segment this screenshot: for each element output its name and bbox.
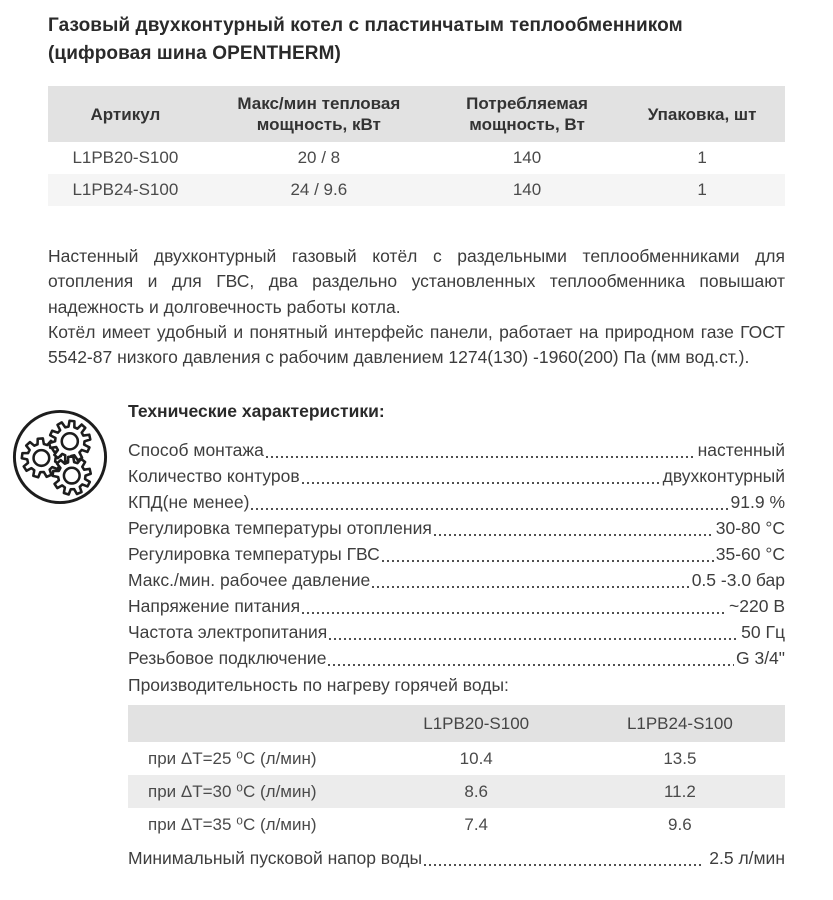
- column-header-package: Упаковка, шт: [647, 104, 757, 124]
- column-header-model-1: L1PB20-S100: [423, 714, 530, 734]
- flow-value-cell: 11.2: [663, 782, 696, 802]
- specs-heading: Технические характеристики:: [128, 401, 385, 422]
- column-header-consumed-power: Потребляемая мощность, Вт: [466, 94, 588, 134]
- spec-label: Частота электропитания: [128, 622, 328, 643]
- spec-label: КПД(не менее): [128, 492, 250, 513]
- empty-header-cell: [128, 705, 378, 742]
- dotted-leader: [329, 638, 739, 640]
- description-paragraph-2: Котёл имеет удобный и понятный интерфейс панели, работает на природном газе ГОСТ 5542-87 низкого давления с рабочим давлением 1274(130) -1960(200) Па (мм вод.ст.).: [48, 321, 785, 368]
- product-description: [48, 244, 785, 370]
- spec-value: G 3/4": [735, 648, 785, 669]
- spec-row: [128, 541, 785, 567]
- performance-table-header-row: [128, 705, 785, 742]
- delta-t-label: при ΔT=30 ⁰C (л/мин): [148, 782, 317, 802]
- page-title: [48, 12, 785, 68]
- spec-row: [128, 645, 785, 671]
- spec-label: Резьбовое подключение: [128, 648, 327, 669]
- products-table-header-row: [48, 86, 785, 142]
- page-title-line2: (цифровая шина OPENTHERM): [48, 43, 341, 64]
- page-title-line1: Газовый двухконтурный котел с пластинчатым теплообменником: [48, 15, 683, 36]
- spec-label: Регулировка температуры отопления: [128, 518, 432, 539]
- spec-value: настенный: [697, 440, 785, 461]
- column-header-model-2: L1PB24-S100: [626, 714, 733, 734]
- flow-value-cell: 9.6: [668, 815, 692, 835]
- spec-label: Минимальный пусковой напор воды: [128, 848, 423, 869]
- spec-row: [128, 463, 785, 489]
- spec-value: двухконтурный: [662, 466, 785, 487]
- spec-value: 35-60 °C: [715, 544, 785, 565]
- technical-specs-section: [48, 400, 785, 871]
- consumed-power-cell: 140: [512, 148, 542, 167]
- min-water-pressure-row: [128, 845, 785, 871]
- dotted-leader: [382, 560, 714, 562]
- spec-value: 30-80 °C: [715, 518, 785, 539]
- article-cell: L1PB24-S100: [72, 180, 179, 199]
- flow-value-cell: 7.4: [464, 815, 489, 835]
- spec-row: [128, 619, 785, 645]
- spec-row: [128, 489, 785, 515]
- spec-label: Напряжение питания: [128, 596, 301, 617]
- spec-value: 50 Гц: [741, 622, 785, 643]
- products-table: [48, 86, 785, 206]
- spec-row: [128, 593, 785, 619]
- column-header-article: Артикул: [90, 104, 161, 124]
- table-row: [128, 742, 785, 775]
- spec-row: [128, 515, 785, 541]
- dotted-leader: [302, 482, 661, 484]
- spec-value: 91.9 %: [730, 492, 785, 513]
- dotted-leader: [328, 664, 734, 666]
- table-row: [128, 808, 785, 841]
- dotted-leader: [434, 534, 714, 536]
- spec-row: [128, 437, 785, 463]
- flow-value-cell: 10.4: [459, 749, 493, 769]
- delta-t-label: при ΔT=35 ⁰C (л/мин): [148, 815, 317, 835]
- spec-label: Количество контуров: [128, 466, 300, 487]
- package-cell: 1: [697, 148, 707, 167]
- flow-value-cell: 13.5: [663, 749, 697, 769]
- dotted-leader: [372, 586, 689, 588]
- spec-value: 2.5 л/мин: [709, 848, 785, 869]
- dotted-leader: [251, 508, 728, 510]
- dotted-leader: [266, 456, 696, 458]
- table-row: [128, 775, 785, 808]
- table-row: [48, 142, 785, 174]
- package-cell: 1: [697, 180, 707, 199]
- delta-t-label: при ΔT=25 ⁰C (л/мин): [148, 749, 317, 769]
- spec-value: ~220 В: [729, 596, 785, 617]
- spec-label: Макс./мин. рабочее давление: [128, 570, 371, 591]
- performance-heading: Производительность по нагреву горячей воды:: [128, 675, 509, 696]
- column-header-heat-power: Макс/мин тепловая мощность, кВт: [237, 94, 401, 134]
- dotted-leader: [424, 864, 701, 866]
- table-row: [48, 174, 785, 206]
- spec-row: [128, 567, 785, 593]
- flow-value-cell: 8.6: [464, 782, 489, 802]
- article-cell: L1PB20-S100: [72, 148, 179, 167]
- heat-power-cell: 24 / 9.6: [290, 180, 348, 199]
- heat-power-cell: 20 / 8: [297, 148, 341, 167]
- spec-label: Способ монтажа: [128, 440, 264, 461]
- description-paragraph-1: Настенный двухконтурный газовый котёл с раздельными теплообменниками для отопления и для ГВС, два раздельно установленных теплообменника повышают надежность и долговечность работы котла.: [48, 246, 785, 317]
- dotted-leader: [302, 612, 727, 614]
- gears-icon: [11, 408, 109, 506]
- spec-label: Регулировка температуры ГВС: [128, 544, 380, 565]
- performance-table: [128, 705, 785, 841]
- spec-value: 0.5 -3.0 бар: [691, 570, 785, 591]
- consumed-power-cell: 140: [512, 180, 542, 199]
